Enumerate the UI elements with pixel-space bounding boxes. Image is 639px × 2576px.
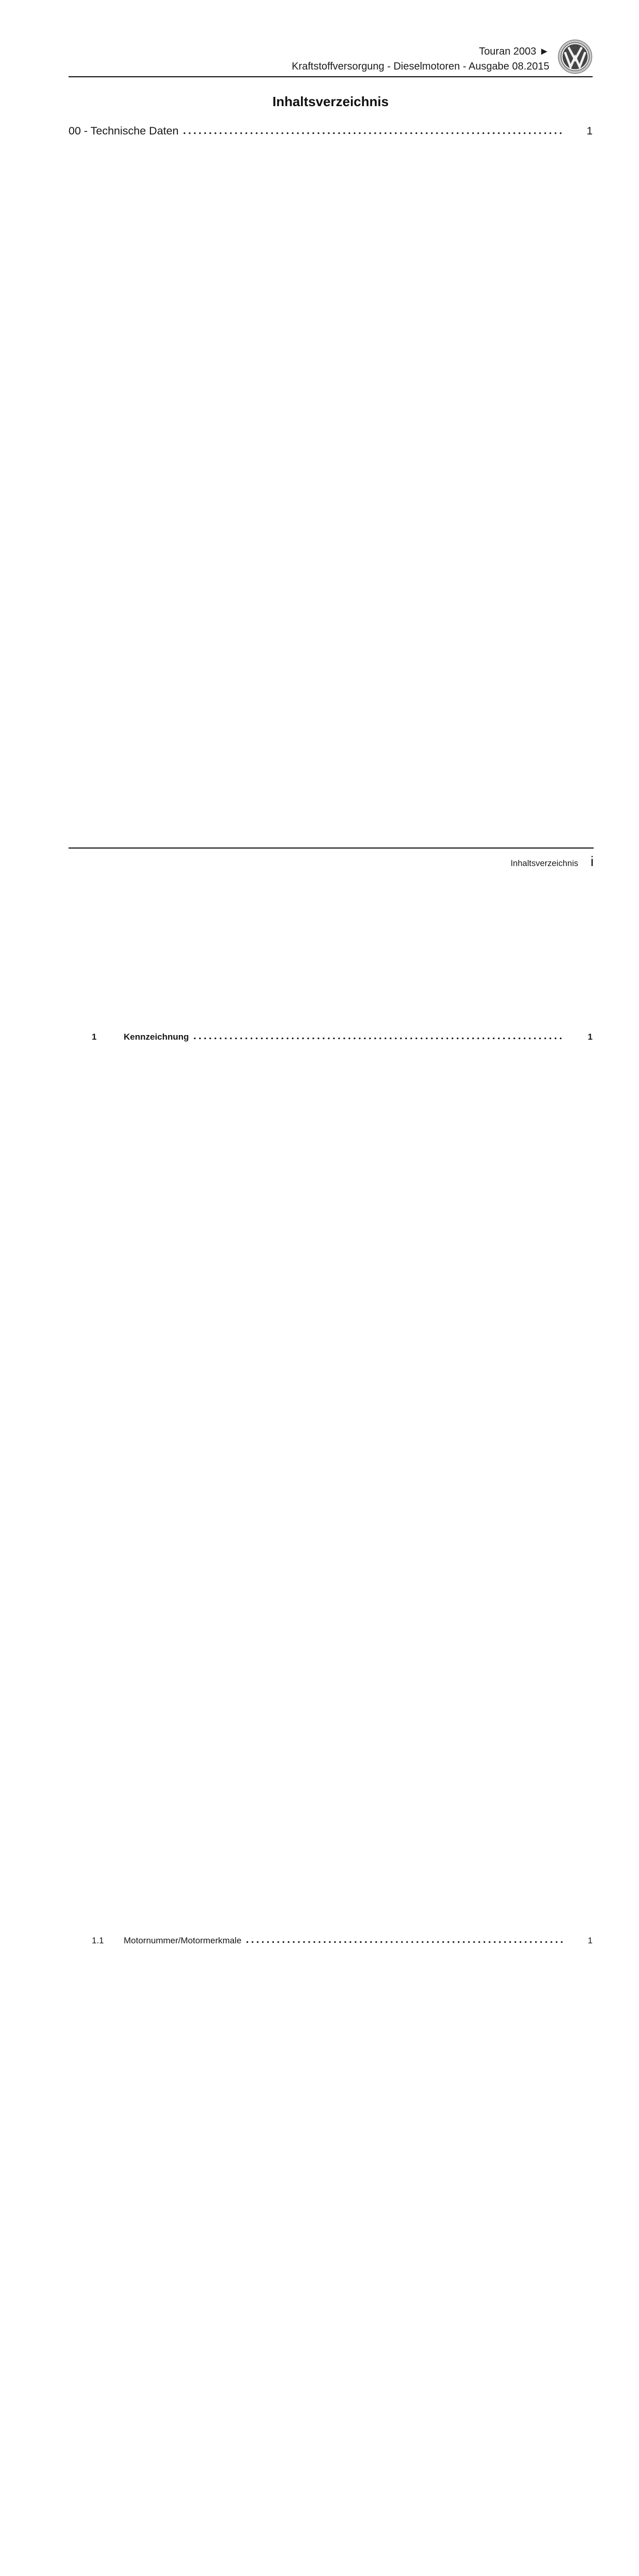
entry-page-number: 1 bbox=[569, 1030, 593, 1934]
page-header bbox=[69, 0, 593, 77]
header-text bbox=[292, 44, 549, 74]
toc-row bbox=[69, 123, 593, 1027]
header-model: Touran 2003 ► bbox=[479, 46, 549, 57]
dot-leader bbox=[246, 1941, 564, 1943]
entry-page-number: 1 bbox=[569, 124, 593, 1027]
entry-number: 1.1 bbox=[92, 1936, 104, 1945]
page-title: Inhaltsverzeichnis bbox=[272, 94, 389, 109]
footer-label: Inhaltsverzeichnis bbox=[510, 859, 578, 868]
entry-title: Kennzeichnung bbox=[124, 1032, 189, 1042]
header-doc-title: Kraftstoffversorgung - Dieselmotoren - Ausgabe 08.2015 bbox=[292, 61, 549, 72]
dot-leader bbox=[183, 132, 564, 134]
vw-logo-icon bbox=[558, 39, 593, 74]
toc-row bbox=[69, 1934, 593, 2576]
entry-page-number: 1 bbox=[569, 1934, 593, 2576]
entry-title: 00 - Technische Daten bbox=[69, 125, 179, 137]
toc-row bbox=[69, 1030, 593, 1934]
dot-leader bbox=[194, 1037, 564, 1040]
entry-title: Motornummer/Motormerkmale bbox=[124, 1936, 242, 1945]
footer-page-number: i bbox=[591, 854, 594, 869]
page-footer bbox=[69, 848, 594, 870]
entry-number: 1 bbox=[92, 1032, 97, 1042]
toc bbox=[69, 123, 593, 2576]
